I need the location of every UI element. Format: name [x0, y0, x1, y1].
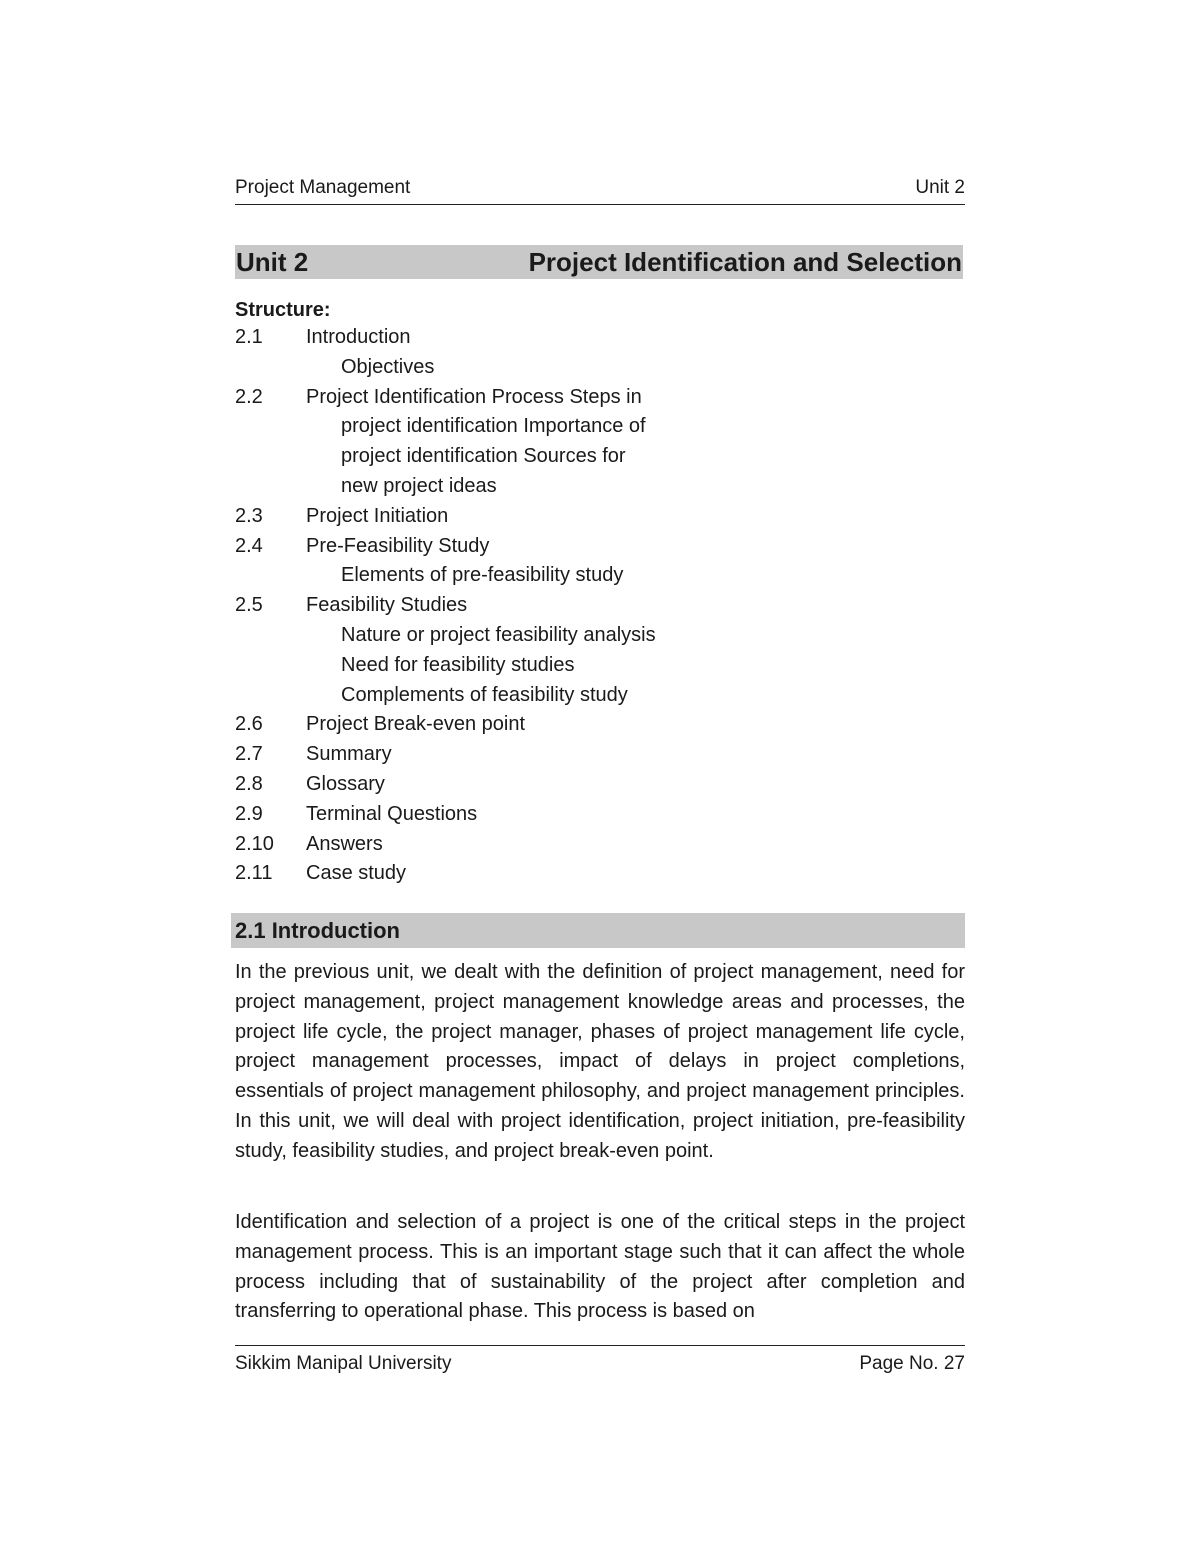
toc-entry-number: 2.2: [235, 385, 263, 408]
header-course-title: Project Management: [235, 177, 411, 198]
table-of-contents: [235, 323, 965, 889]
toc-entry: [235, 830, 965, 860]
toc-entry: [235, 323, 965, 353]
footer-page-number: Page No. 27: [859, 1353, 965, 1374]
toc-entry-text: project identification Importance of: [341, 415, 646, 438]
toc-entry-text: Nature or project feasibility analysis: [341, 623, 656, 646]
toc-entry: [235, 859, 965, 889]
toc-entry-number: 2.3: [235, 504, 263, 527]
toc-entry-number: 2.9: [235, 802, 263, 825]
toc-entry-number: 2.8: [235, 772, 263, 795]
unit-title-banner: [235, 245, 963, 279]
toc-entry-text: Objectives: [341, 355, 435, 378]
toc-entry: [235, 800, 965, 830]
toc-entry-text: Summary: [306, 743, 392, 766]
unit-title: Project Identification and Selection: [528, 246, 962, 277]
toc-entry-text: Project Initiation: [306, 504, 449, 527]
toc-entry-text: Complements of feasibility study: [341, 683, 628, 706]
toc-entry-number: 2.7: [235, 743, 263, 766]
unit-number: Unit 2: [236, 246, 309, 277]
running-header: [235, 177, 965, 205]
toc-entry-text: Introduction: [306, 326, 411, 348]
document-page: [235, 0, 965, 1553]
toc-entry-text: Need for feasibility studies: [341, 653, 575, 676]
toc-entry-text: Feasibility Studies: [306, 594, 468, 617]
toc-subentry: [235, 472, 965, 502]
toc-entry-text: Terminal Questions: [306, 802, 478, 825]
toc-entry-number: 2.1: [235, 326, 263, 348]
toc-entry-text: Project Break-even point: [306, 713, 526, 736]
toc-entry-text: Elements of pre-feasibility study: [341, 564, 624, 587]
toc-entry: [235, 591, 965, 621]
running-footer: [235, 1345, 965, 1375]
header-unit-label: Unit 2: [915, 177, 965, 198]
toc-entry: [235, 770, 965, 800]
toc-entry-number: 2.10: [235, 832, 274, 855]
body-paragraph: In the previous unit, we dealt with the definition of project management, need for project management, project management knowledge areas and processes, the project life cycle, the project manager, phases of project management life cycle, project management processes, impact of delays in project completions, essentials of project management philosophy, and project management principles. In this unit, we will deal with project identification, project initiation, pre-feasibility study, feasibility studies, and project break-even point.: [235, 961, 965, 1162]
toc-subentry: [235, 681, 965, 711]
toc-entry-text: Answers: [306, 832, 383, 855]
toc-entry-text: Pre-Feasibility Study: [306, 534, 490, 557]
structure-section: [235, 297, 965, 889]
toc-entry-text: project identification Sources for: [341, 445, 626, 468]
toc-subentry: [235, 353, 965, 383]
toc-entry-text: new project ideas: [341, 474, 497, 497]
toc-entry-text: Project Identification Process Steps in: [306, 385, 642, 408]
toc-entry-text: Case study: [306, 862, 407, 885]
toc-entry-number: 2.5: [235, 594, 263, 617]
toc-entry: [235, 383, 965, 413]
toc-subentry: [235, 561, 965, 591]
structure-heading: Structure:: [235, 299, 331, 321]
toc-entry-number: 2.11: [235, 862, 273, 885]
section-heading-banner: 2.1 Introduction: [231, 913, 965, 948]
toc-entry-number: 2.6: [235, 713, 263, 736]
toc-entry-number: 2.4: [235, 534, 263, 557]
footer-university: Sikkim Manipal University: [235, 1353, 452, 1374]
toc-subentry: [235, 621, 965, 651]
toc-entry: [235, 740, 965, 770]
toc-subentry: [235, 412, 965, 442]
toc-entry-text: Glossary: [306, 772, 385, 795]
toc-entry: [235, 710, 965, 740]
toc-subentry: [235, 442, 965, 472]
toc-entry: [235, 532, 965, 562]
body-paragraph: Identification and selection of a project is one of the critical steps in the project management process. This is an important stage such that it can affect the whole process including that of sustainability of the project after completion and transferring to operational phase. This process is based on: [235, 1211, 965, 1323]
toc-subentry: [235, 651, 965, 681]
toc-entry: [235, 502, 965, 532]
